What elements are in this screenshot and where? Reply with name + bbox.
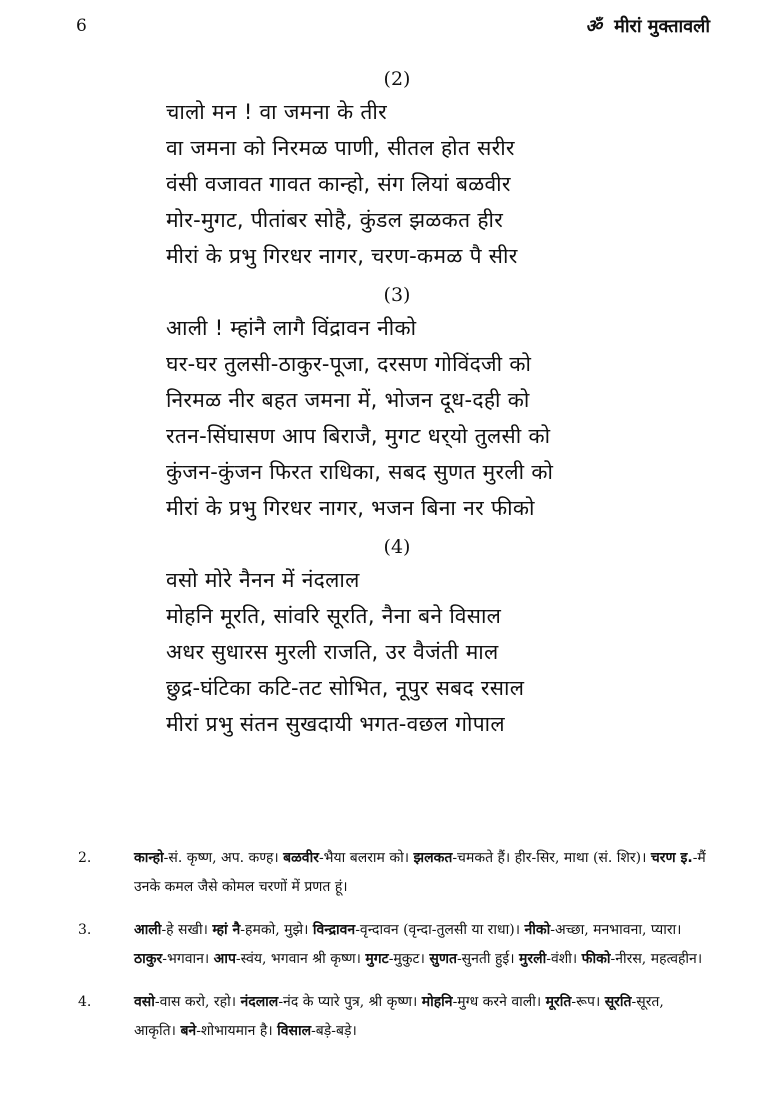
verse-line: अधर सुधारस मुरली राजति, उर वैजंती माल: [166, 640, 499, 664]
glossary-note: [78, 988, 710, 1046]
gloss-term: विसाल: [277, 1023, 312, 1039]
gloss-definition: -स्वंय, भगवान श्री कृष्ण।: [235, 951, 366, 967]
verse-line: मोर-मुगट, पीतांबर सोहै, कुंडल झळकत हीर: [166, 208, 504, 232]
note-number: 2.: [78, 850, 92, 866]
gloss-term: मुगट: [365, 951, 389, 967]
gloss-definition: -भैया बलराम को।: [318, 850, 414, 866]
gloss-term: फीको: [581, 951, 611, 967]
note-text: [134, 844, 710, 902]
poems: [166, 64, 622, 748]
verse-line: वंसी वजावत गावत कान्हो, संग लियां बळवीर: [166, 172, 511, 196]
verse-line: वसो मोरे नैनन में नंदलाल: [166, 568, 360, 592]
gloss-definition: -चमकते हैं।: [452, 850, 515, 866]
note-number: 3.: [78, 922, 92, 938]
note-number: 4.: [78, 994, 92, 1010]
verse-line: चालो मन ! वा जमना के तीर: [166, 100, 388, 124]
gloss-term: आली: [134, 922, 162, 938]
gloss-definition: -सं. कृष्ण, अप. कण्ह।: [163, 850, 284, 866]
gloss-term: ठाकुर: [134, 951, 163, 967]
verse-line: आली ! म्हांनै लागै विंद्रावन नीको: [166, 316, 417, 340]
gloss-term: कान्हो: [134, 850, 164, 866]
gloss-term: बळवीर: [283, 850, 319, 866]
gloss-definition: -मुकुट।: [388, 951, 430, 967]
gloss-term: नीको: [524, 922, 551, 938]
gloss-term: चरण इ.: [650, 850, 693, 866]
verse-line: घर-घर तुलसी-ठाकुर-पूजा, दरसण गोविंदजी को: [166, 352, 532, 376]
gloss-term: आप: [213, 951, 236, 967]
running-head: [585, 14, 710, 38]
gloss-definition: -बड़े-बड़े।: [311, 1023, 357, 1039]
gloss-definition: -सूरत, आकृति।: [134, 994, 664, 1039]
gloss-definition: -सुनती हुई।: [456, 951, 520, 967]
verse-line: छुद्र-घंटिका कटि-तट सोभित, नूपुर सबद रसाल: [166, 676, 525, 700]
note-text: [134, 988, 710, 1046]
gloss-definition: -भगवान।: [162, 951, 214, 967]
verse-line: मोहनि मूरति, सांवरि सूरति, नैना बने विसाल: [166, 604, 502, 628]
gloss-definition: हीर-सिर, माथा (सं. शिर)।: [514, 850, 651, 866]
verse-line: मीरां प्रभु संतन सुखदायी भगत-वछल गोपाल: [166, 712, 505, 736]
poem: [166, 532, 622, 742]
gloss-definition: -वास करो, रहो।: [154, 994, 241, 1010]
gloss-definition: -वंशी।: [546, 951, 582, 967]
verse-line: वा जमना को निरमळ पाणी, सीतल होत सरीर: [166, 136, 515, 160]
glossary-note: [78, 844, 710, 902]
gloss-term: मूरति: [545, 994, 572, 1010]
gloss-term: विन्द्रावन: [312, 922, 356, 938]
gloss-definition: -रूप।: [571, 994, 605, 1010]
gloss-term: झलकत: [413, 850, 453, 866]
glossary-note: [78, 916, 710, 974]
glossary-notes: [78, 844, 710, 1060]
gloss-term: मुरली: [519, 951, 547, 967]
verse-line: कुंजन-कुंजन फिरत राधिका, सबद सुणत मुरली को: [166, 460, 554, 484]
gloss-term: सूरति: [604, 994, 632, 1010]
gloss-definition: -हमको, मुझे।: [240, 922, 313, 938]
gloss-term: मोहनि: [421, 994, 453, 1010]
gloss-term: वसो: [134, 994, 155, 1010]
verse-line: रतन-सिंघासण आप बिराजै, मुगट धर्‌यो तुलसी को: [166, 424, 551, 448]
gloss-definition: -हे सखी।: [161, 922, 213, 938]
gloss-term: सुणत: [429, 951, 457, 967]
om-ornament-icon: ॐ: [585, 16, 602, 37]
poem-number: (2): [383, 68, 411, 90]
gloss-definition: -मैं उनके कमल जैसे कोमल चरणों में प्रणत हूं।: [134, 850, 706, 895]
note-text: [134, 916, 710, 974]
verse-line: निरमळ नीर बहत जमना में, भोजन दूध-दही को: [166, 388, 530, 412]
gloss-definition: -शोभायमान है।: [196, 1023, 278, 1039]
gloss-definition: -वृन्दावन (वृन्दा-तुलसी या राधा)।: [355, 922, 525, 938]
poem-number: (4): [383, 536, 411, 558]
gloss-term: नंदलाल: [240, 994, 279, 1010]
poem-number: (3): [383, 284, 411, 306]
gloss-definition: -अच्छा, मनभावना, प्यारा।: [550, 922, 682, 938]
gloss-term: म्हां नै: [212, 922, 241, 938]
page-number: 6: [76, 16, 87, 36]
poem: [166, 280, 622, 526]
gloss-term: बने: [180, 1023, 197, 1039]
gloss-definition: -मुग्ध करने वाली।: [452, 994, 546, 1010]
verse-line: मीरां के प्रभु गिरधर नागर, भजन बिना नर फीको: [166, 496, 535, 520]
book-title: मीरां मुक्तावली: [614, 16, 710, 37]
poem: [166, 64, 622, 274]
verse-line: मीरां के प्रभु गिरधर नागर, चरण-कमळ पै सीर: [166, 244, 518, 268]
gloss-definition: -नंद के प्यारे पुत्र, श्री कृष्ण।: [278, 994, 422, 1010]
gloss-definition: -नीरस, महत्वहीन।: [610, 951, 703, 967]
